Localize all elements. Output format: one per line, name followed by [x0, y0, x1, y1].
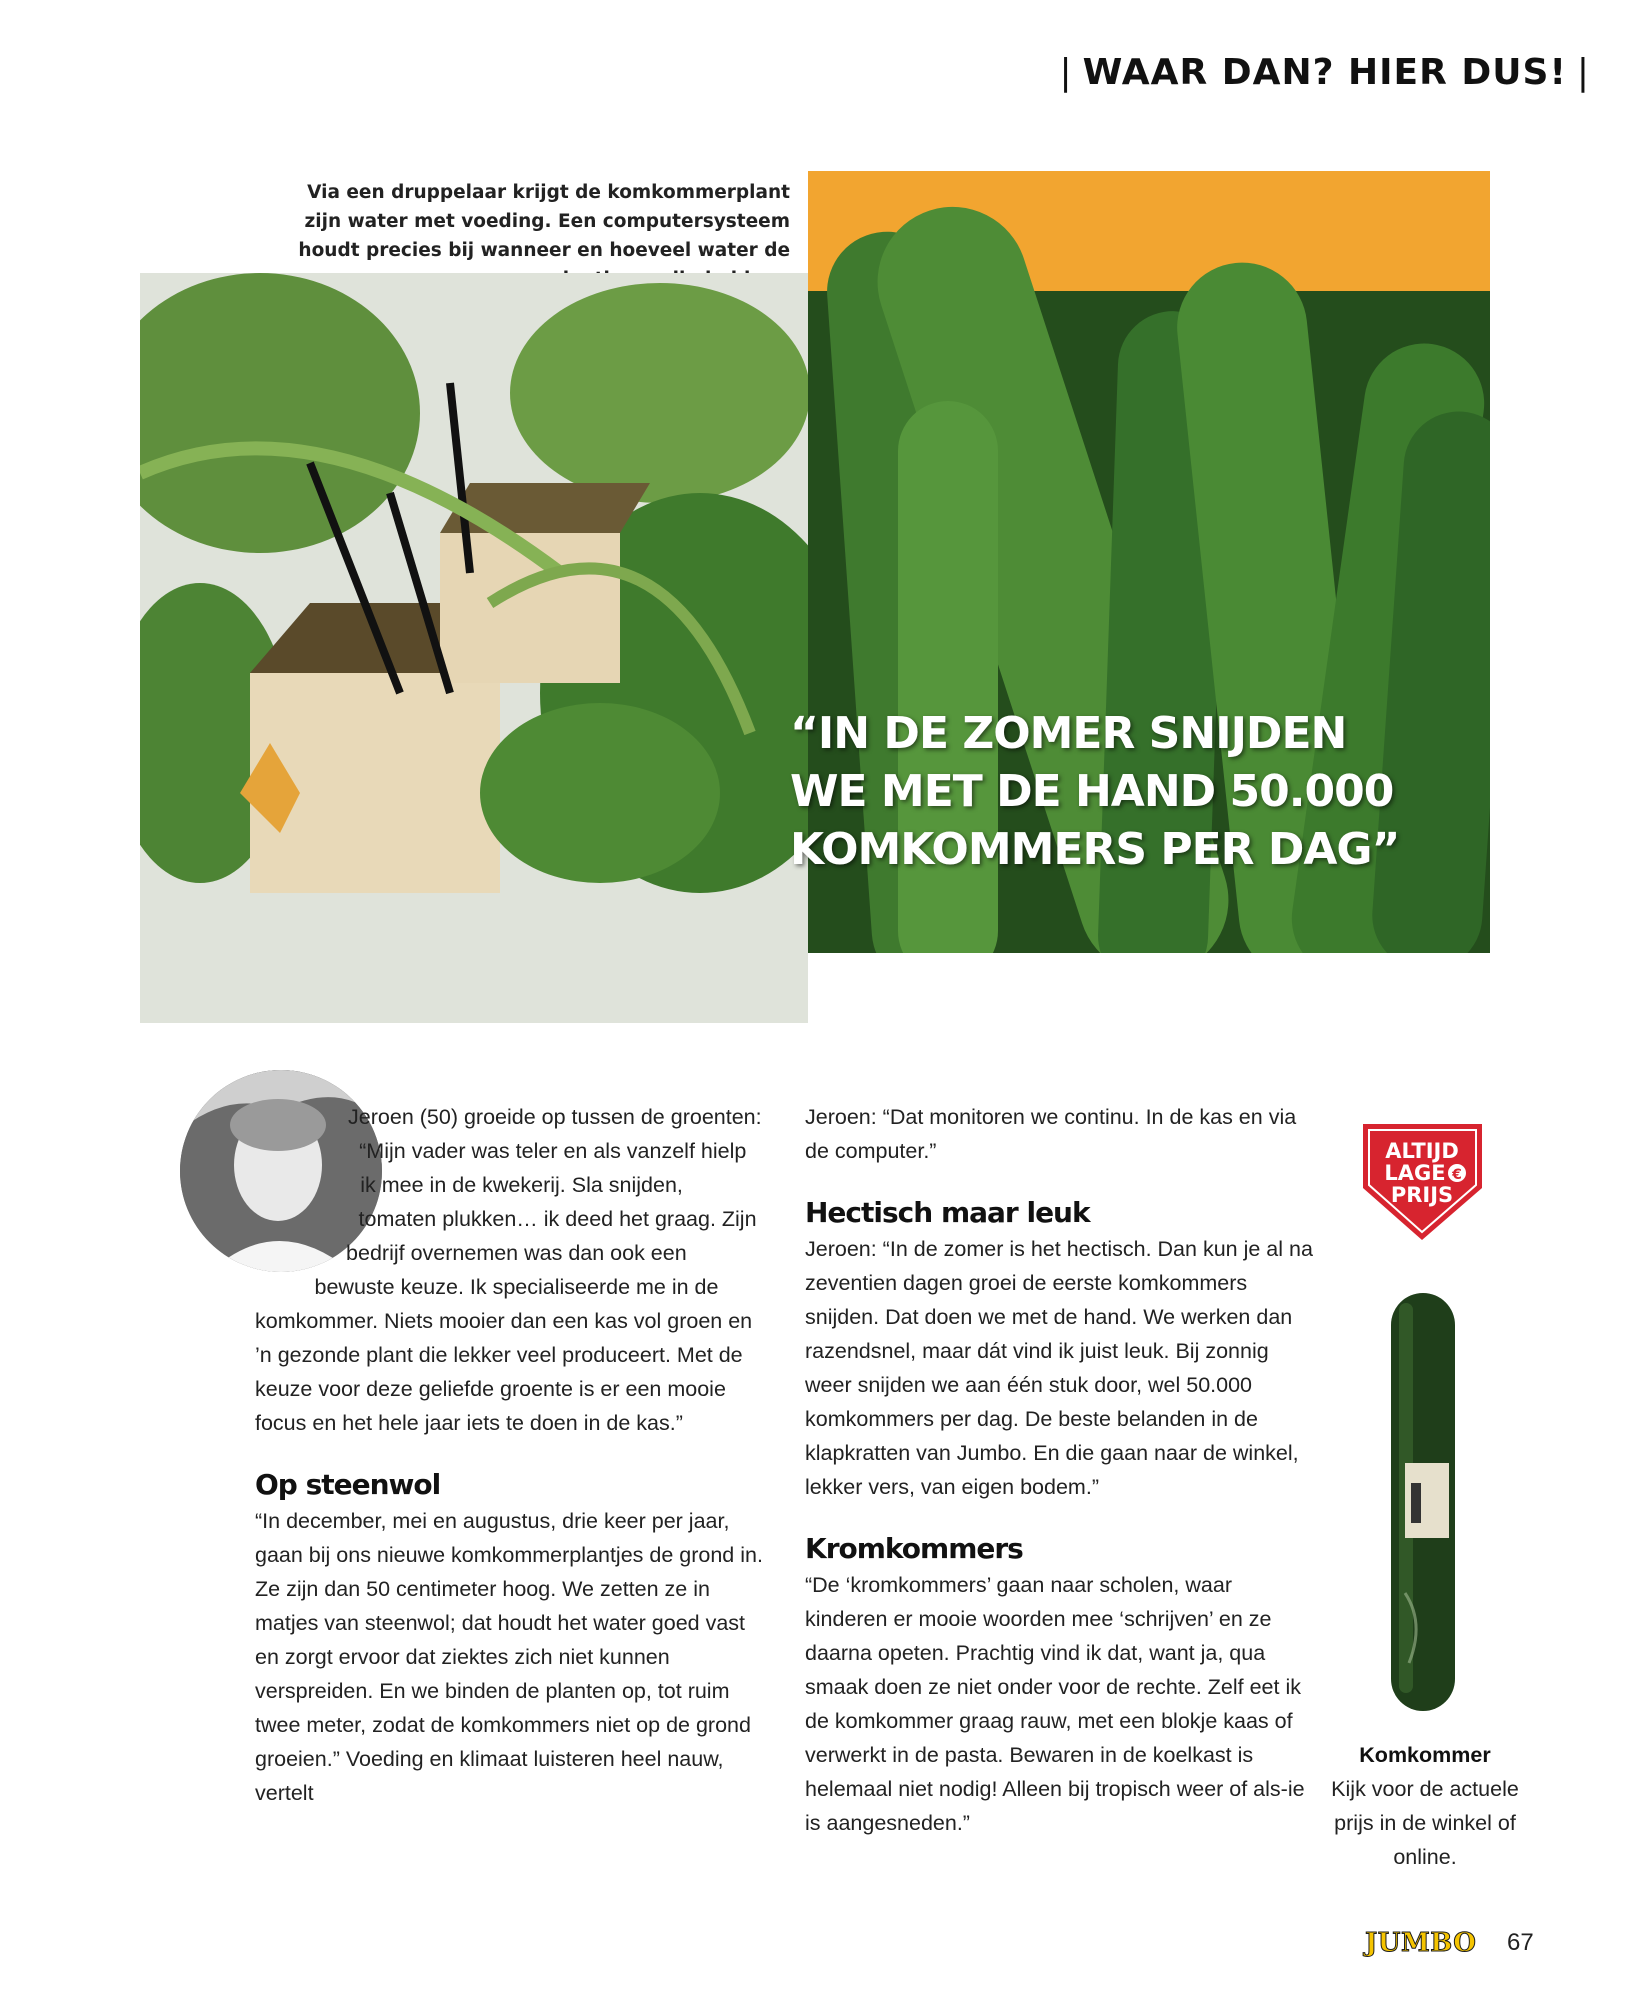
monitoring-paragraph: Jeroen: “Dat monitoren we continu. In de kas en via de computer.”	[805, 1105, 1297, 1163]
plant-illustration	[140, 273, 808, 1023]
cucumber-product-image	[1385, 1283, 1461, 1718]
article-column-1	[255, 1100, 765, 1810]
badge-line-3: PRIJS	[1390, 1183, 1454, 1207]
altijd-lage-prijs-badge	[1355, 1118, 1490, 1246]
kromkommers-paragraph: “De ‘kromkommers’ gaan naar scholen, waar kinderen er mooie woorden mee ‘schrijven’ en ze daarna opeten. Prachtig vind ik dat, want ja, qua smaak doen ze niet onder voor de rechte. Zelf eet ik de komkommer graag rauw, met een blokje kaas of verwerkt in de pasta. Bewaren in de koelkast is helemaal niet nodig! Alleen bij tropisch weer of als-ie is aangesneden.”	[805, 1573, 1305, 1835]
header-bar-left: |	[1059, 52, 1073, 93]
badge-line-1: ALTIJD	[1385, 1139, 1459, 1163]
subheading-kromkommers: Kromkommers	[805, 1532, 1023, 1565]
jumbo-logo: JUMBO	[1365, 1928, 1477, 1958]
section-header	[1050, 52, 1600, 93]
cucumber-plant-photo	[140, 273, 808, 1023]
article-column-2	[805, 1100, 1315, 1840]
steenwol-paragraph: “In december, mei en augustus, drie keer per jaar, gaan bij ons nieuwe komkommerplantjes de grond in. Ze zijn dan 50 centimeter hoog. We zetten ze in matjes van steenwol; dat houdt het water goed vast en zorgt ervoor dat ziektes zich niet kunnen verspreiden. En we binden de planten op, tot ruim twee meter, zodat de komkommers niet op de grond groeien.” Voeding en klimaat luisteren heel nauw, vertelt	[255, 1509, 763, 1805]
subheading-hectisch: Hectisch maar leuk	[805, 1196, 1090, 1229]
hectisch-paragraph: Jeroen: “In de zomer is het hectisch. Dan kun je al na zeventien dagen groei de eerste komkommers snijden. Dat doen we met de hand. We werken dan razendsnel, maar dát vind ik juist leuk. Bij zonnig weer snijden we aan één stuk door, wel 50.000 komkommers per dag. De beste belanden in de klapkratten van Jumbo. En die gaan naar de winkel, lekker vers, van eigen bodem.”	[805, 1237, 1313, 1499]
product-description: Kijk voor de actuele prijs in de winkel of online.	[1331, 1777, 1519, 1869]
badge-line-2: LAGE	[1384, 1161, 1446, 1185]
pull-quote: “IN DE ZOMER SNIJDEN WE MET DE HAND 50.000 KOMKOMMERS PER DAG”	[790, 708, 1400, 875]
intro-paragraph: Jeroen (50) groeide op tussen de groenten: “Mijn vader was teler en als vanzelf hielp ik mee in de kwekerij. Sla snijden, tomaten plukken… ik deed het graag. Zijn bedrijf overnemen was dan ook een bewuste keuze. Ik specialiseerde me in de komkommer. Niets mooier dan een kas vol groen en ’n gezonde plant die lekker veel produceert. Met de keuze voor deze geliefde groente is er een mooie focus en het hele jaar iets te doen in de kas.”	[255, 1105, 762, 1435]
page-number: 67	[1507, 1929, 1534, 1956]
header-title: WAAR DAN? HIER DUS!	[1082, 52, 1567, 93]
subheading-op-steenwol: Op steenwol	[255, 1468, 441, 1501]
badge-euro-icon: €	[1452, 1167, 1462, 1183]
photo-caption: Via een druppelaar krijgt de komkommerplant zijn water met voeding. Een computersysteem houdt precies bij wanneer en hoeveel water de	[298, 182, 790, 261]
header-bar-right: |	[1576, 52, 1590, 93]
product-name: Komkommer	[1359, 1743, 1491, 1767]
